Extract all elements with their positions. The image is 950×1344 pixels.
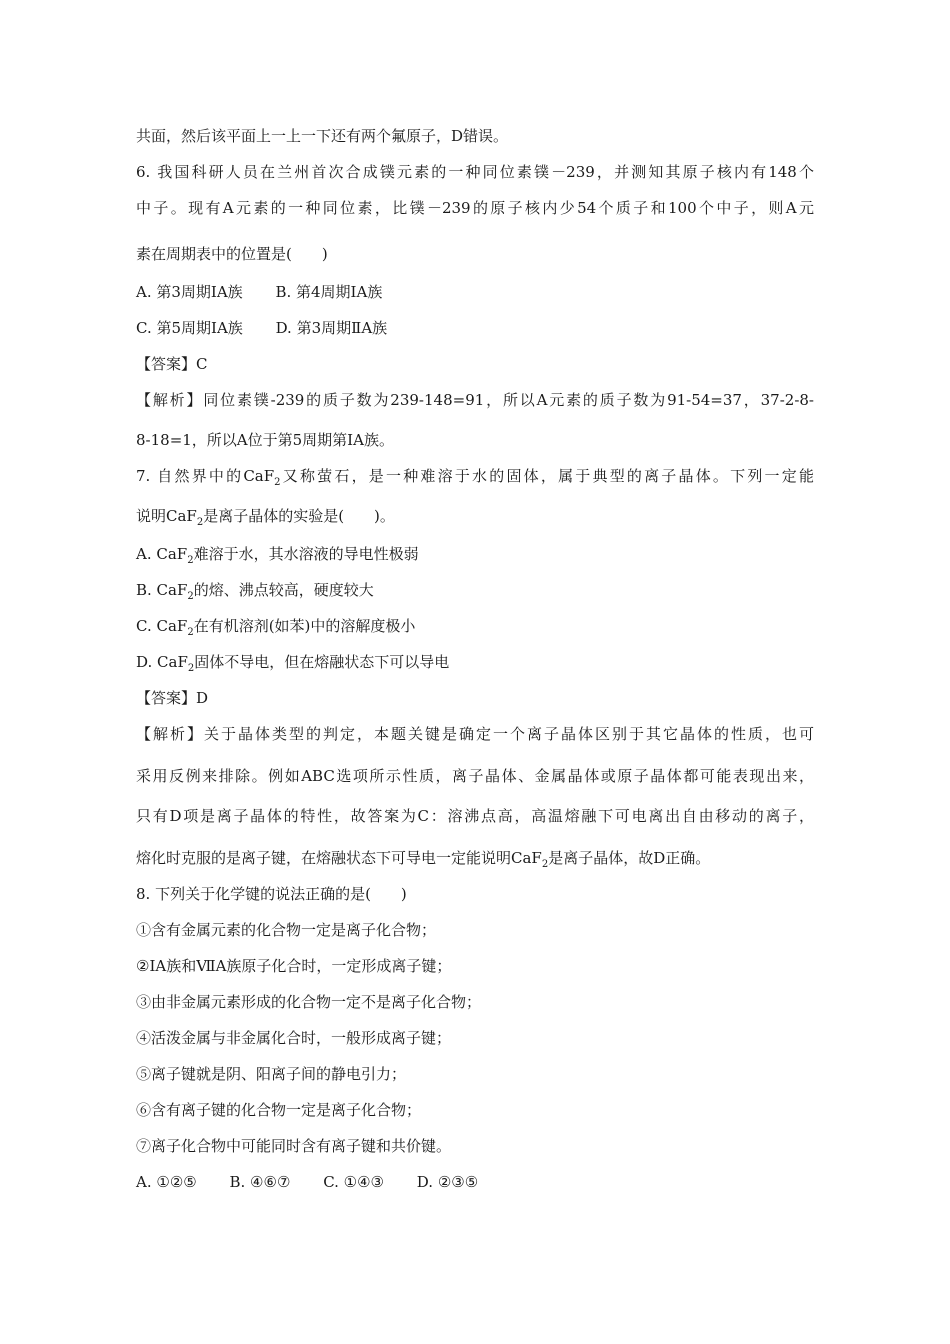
q7-analysis-line-2: 采用反例来排除。例如ABC选项所示性质，离子晶体、金属晶体或原子晶体都可能表现出来， bbox=[136, 767, 814, 785]
q6-stem-line-2: 中子。现有A元素的一种同位素，比镤－239的原子核内少54个质子和100个中子，则A元 bbox=[136, 199, 814, 217]
q7-analysis-line-1: 【解析】关于晶体类型的判定，本题关键是确定一个离子晶体区别于其它晶体的性质，也可 bbox=[136, 725, 814, 743]
q8-statement-2: ②ⅠA族和ⅦA族原子化合时，一定形成离子键； bbox=[136, 957, 452, 975]
q6-stem-line-3: 素在周期表中的位置是( ) bbox=[136, 245, 328, 263]
q6-stem-line-1: 6. 我国科研人员在兰州首次合成镤元素的一种同位素镤－239，并测知其原子核内有148个 bbox=[136, 163, 814, 181]
q7-analysis-line-3: 只有D项是离子晶体的特性，故答案为C：溶沸点高，高温熔融下可电离出自由移动的离子， bbox=[136, 807, 814, 825]
q7-analysis-line-4: 熔化时克服的是离子键，在熔融状态下可导电一定能说明CaF$_2$是离子晶体，故D正确。 bbox=[136, 849, 711, 870]
q8-option-d: D. ②③⑤ bbox=[416, 1173, 479, 1191]
q7-option-c: C. CaF$_2$在有机溶剂(如苯)中的溶解度极小 bbox=[136, 617, 416, 638]
q6-options-row-2 bbox=[136, 318, 387, 338]
q6-option-c: C. 第5周期ⅠA族 bbox=[136, 319, 243, 337]
q6-option-b: B. 第4周期ⅠA族 bbox=[275, 283, 383, 301]
q8-option-c: C. ①④③ bbox=[323, 1173, 385, 1191]
q7-stem-line-1: 7. 自然界中的CaF$_2$又称萤石，是一种难溶于水的固体，属于典型的离子晶体。下列一定能 bbox=[136, 467, 814, 488]
q7-option-b: B. CaF$_2$的熔、沸点较高，硬度较大 bbox=[136, 581, 374, 602]
q6-option-a: A. 第3周期ⅠA族 bbox=[136, 283, 243, 301]
q8-statement-1: ①含有金属元素的化合物一定是离子化合物； bbox=[136, 921, 437, 939]
q6-answer: 【答案】C bbox=[136, 355, 208, 373]
q8-options-row bbox=[136, 1172, 478, 1192]
q7-stem-line-2: 说明CaF$_2$是离子晶体的实验是( )。 bbox=[136, 507, 395, 528]
q7-option-d: D. CaF$_2$固体不导电，但在熔融状态下可以导电 bbox=[136, 653, 450, 674]
q7-answer: 【答案】D bbox=[136, 689, 209, 707]
q6-options-row-1 bbox=[136, 282, 382, 302]
q8-statement-4: ④活泼金属与非金属化合时，一般形成离子键； bbox=[136, 1029, 452, 1047]
q6-analysis-line-1: 【解析】同位素镤-239的质子数为239-148=91，所以A元素的质子数为91-54=37，37-2-8- bbox=[136, 391, 814, 409]
q8-option-a: A. ①②⑤ bbox=[136, 1173, 197, 1191]
q8-stem: 8. 下列关于化学键的说法正确的是( ) bbox=[136, 885, 407, 903]
q6-option-d: D. 第3周期ⅡA族 bbox=[275, 319, 388, 337]
q8-statement-3: ③由非金属元素形成的化合物一定不是离子化合物； bbox=[136, 993, 482, 1011]
q7-option-a: A. CaF$_2$难溶于水，其水溶液的导电性极弱 bbox=[136, 545, 419, 566]
q8-statement-5: ⑤离子键就是阴、阳离子间的静电引力； bbox=[136, 1065, 407, 1083]
q6-analysis-line-2: 8-18=1，所以A位于第5周期第IA族。 bbox=[136, 431, 394, 449]
q8-statement-7: ⑦离子化合物中可能同时含有离子键和共价键。 bbox=[136, 1137, 452, 1155]
q5-explanation-tail: 共面，然后该平面上一上一下还有两个氟原子，D错误。 bbox=[136, 127, 509, 145]
q8-statement-6: ⑥含有离子键的化合物一定是离子化合物； bbox=[136, 1101, 422, 1119]
q8-option-b: B. ④⑥⑦ bbox=[229, 1173, 291, 1191]
